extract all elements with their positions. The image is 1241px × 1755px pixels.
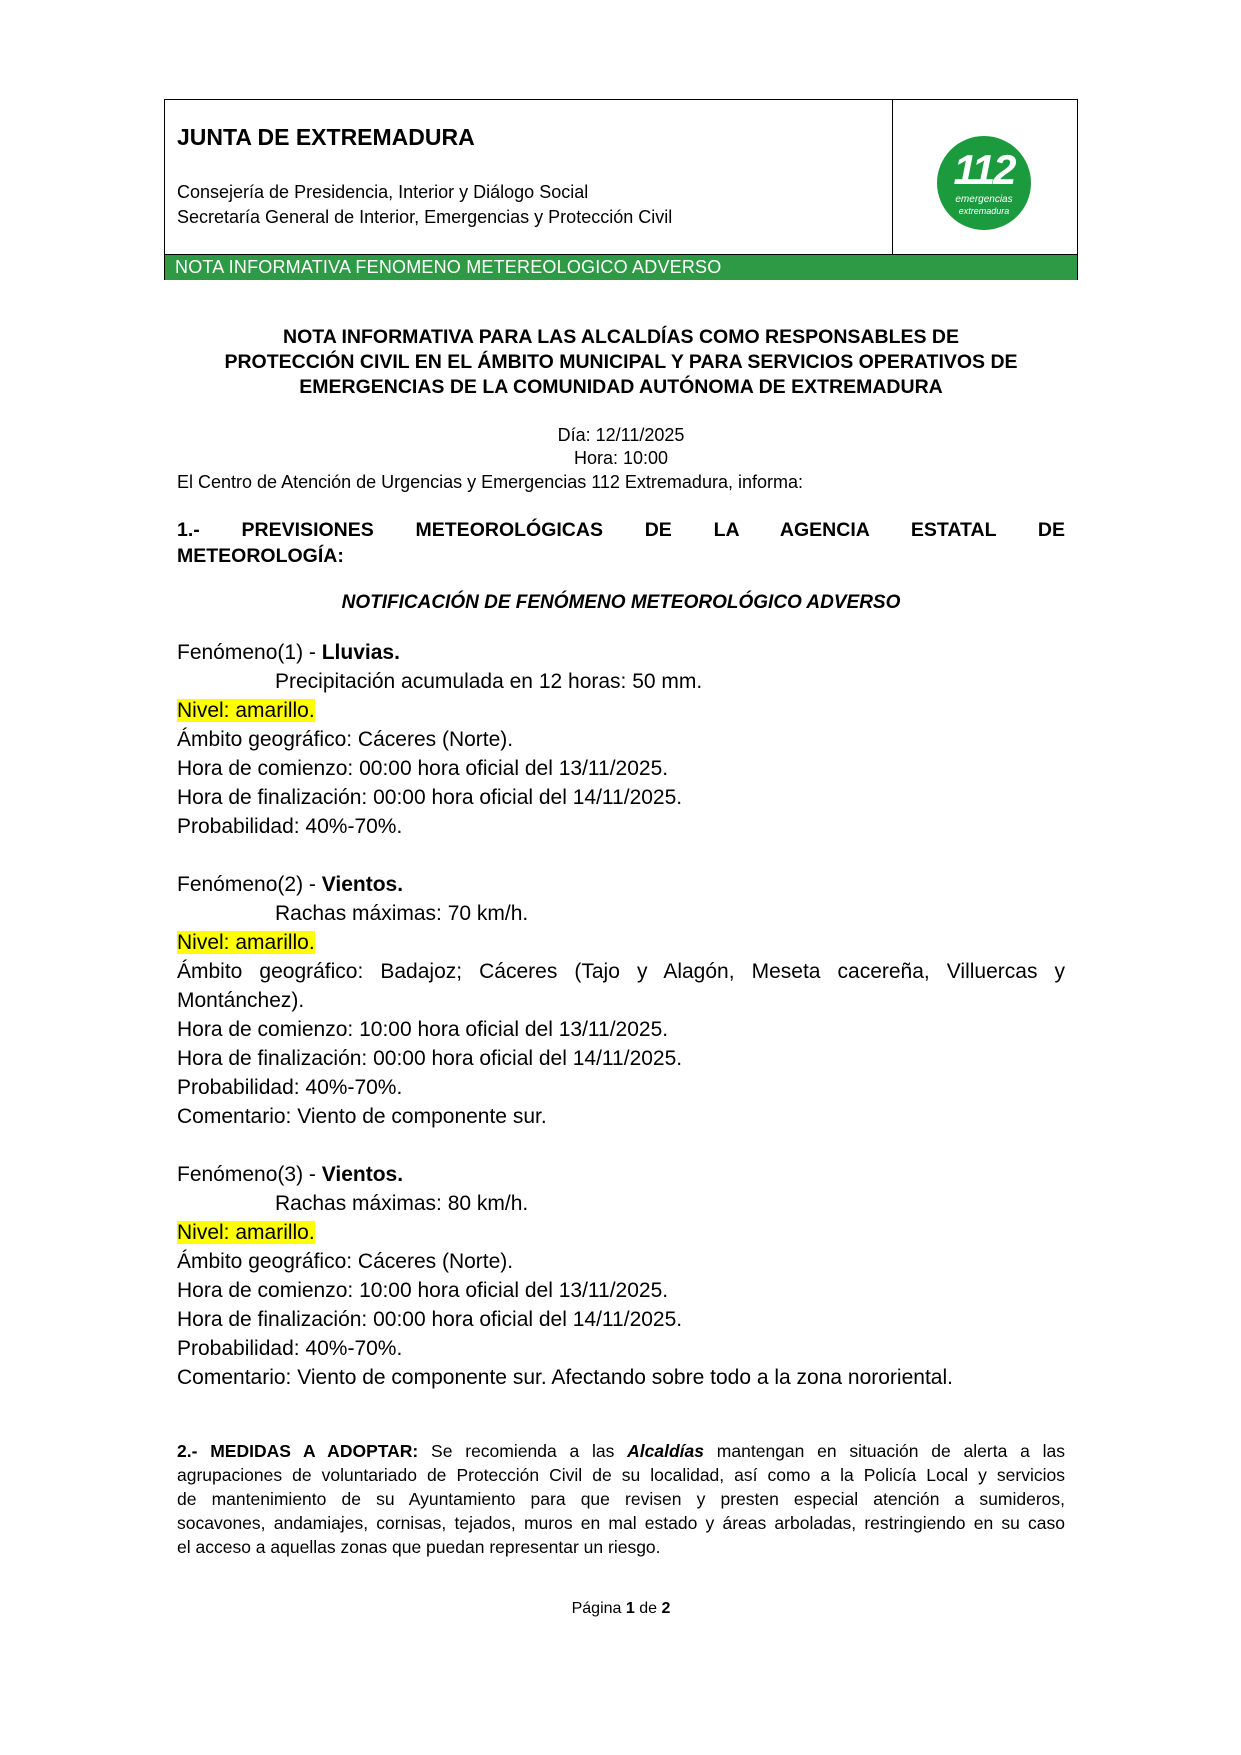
section-1-heading-cont: METEOROLOGÍA: xyxy=(177,545,344,567)
level-highlight: Nivel: amarillo. xyxy=(177,931,315,954)
section-2-line-5: el acceso a aquellas zonas que puedan representar un riesgo. xyxy=(177,1537,661,1557)
intro-text: El Centro de Atención de Urgencias y Emergencias 112 Extremadura, informa: xyxy=(177,472,803,492)
header-green-bar xyxy=(165,254,1077,280)
phenomenon-3-end: Hora de finalización: 00:00 hora oficial del 14/11/2025. xyxy=(177,1308,683,1331)
logo-text-1: emergencias xyxy=(955,194,1013,205)
page-of: de xyxy=(634,1600,662,1617)
phenomenon-3-level xyxy=(177,1221,315,1245)
phenomenon-1-level xyxy=(177,699,315,723)
title-line-2: PROTECCIÓN CIVIL EN EL ÁMBITO MUNICIPAL Y PARA SERVICIOS OPERATIVOS DE xyxy=(224,351,1018,373)
phenomenon-type: Lluvias. xyxy=(321,641,400,664)
phenomenon-type: Vientos. xyxy=(321,1163,404,1186)
header-bar-label: NOTA INFORMATIVA FENOMENO METEREOLOGICO ADVERSO xyxy=(175,257,722,277)
title-line-1: NOTA INFORMATIVA PARA LAS ALCALDÍAS COMO RESPONSABLES DE xyxy=(283,326,959,348)
phenomenon-1-heading xyxy=(177,641,400,665)
section-1-heading: 1.- PREVISIONES METEOROLÓGICAS DE LA AGENCIA ESTATAL DE xyxy=(177,519,1065,541)
phenomenon-3-area: Ámbito geográfico: Cáceres (Norte). xyxy=(177,1250,514,1273)
phenomenon-1-end: Hora de finalización: 00:00 hora oficial del 14/11/2025. xyxy=(177,786,683,809)
page-total: 2 xyxy=(661,1600,671,1617)
alcaldias-emphasis: Alcaldías xyxy=(627,1441,705,1461)
phenomenon-3-comment: Comentario: Viento de componente sur. Afectando sobre todo a la zona nororiental. xyxy=(177,1366,953,1389)
section-2-line-3: de mantenimiento de su Ayuntamiento para que revisen y presten especial atención a sumideros, xyxy=(177,1489,1065,1509)
phenomenon-2-probability: Probabilidad: 40%-70%. xyxy=(177,1076,403,1099)
phenomenon-2-start: Hora de comienzo: 10:00 hora oficial del 13/11/2025. xyxy=(177,1018,669,1041)
logo-number: 112 xyxy=(953,146,1015,193)
level-highlight: Nivel: amarillo. xyxy=(177,699,315,722)
header-text-cell xyxy=(165,100,893,254)
phenomenon-1-area: Ámbito geográfico: Cáceres (Norte). xyxy=(177,728,514,751)
phenomenon-2-heading xyxy=(177,873,403,897)
phenomenon-type: Vientos. xyxy=(321,873,404,896)
phenomenon-2-level xyxy=(177,931,315,955)
phenomenon-2-comment: Comentario: Viento de componente sur. xyxy=(177,1105,547,1128)
page-label: Página xyxy=(571,1600,626,1617)
phenomenon-3-detail: Rachas máximas: 80 km/h. xyxy=(275,1192,529,1215)
phenomenon-label: Fenómeno(1) - xyxy=(177,641,322,664)
section-2-line-1 xyxy=(177,1441,1065,1462)
header-logo-cell xyxy=(892,100,1078,254)
secretariat-line: Secretaría General de Interior, Emergencias y Protección Civil xyxy=(177,207,673,227)
phenomenon-3-probability: Probabilidad: 40%-70%. xyxy=(177,1337,403,1360)
emergencias-112-logo xyxy=(937,136,1031,230)
section-2-line-4: socavones, andamiajes, cornisas, tejados, muros en mal estado y áreas arboladas, restringiendo en su caso xyxy=(177,1513,1065,1533)
phenomenon-3-start: Hora de comienzo: 10:00 hora oficial del 13/11/2025. xyxy=(177,1279,669,1302)
logo-text-2: extremadura xyxy=(958,206,1010,216)
section-2-text: Se recomienda a las xyxy=(418,1441,628,1461)
phenomenon-1-probability: Probabilidad: 40%-70%. xyxy=(177,815,403,838)
phenomenon-1-detail: Precipitación acumulada en 12 horas: 50 mm. xyxy=(275,670,703,693)
phenomenon-2-area: Ámbito geográfico: Badajoz; Cáceres (Tajo y Alagón, Meseta cacereña, Villuercas y xyxy=(177,960,1065,983)
notification-title: NOTIFICACIÓN DE FENÓMENO METEOROLÓGICO ADVERSO xyxy=(341,592,901,613)
department-line: Consejería de Presidencia, Interior y Diálogo Social xyxy=(177,182,589,202)
phenomenon-2-end: Hora de finalización: 00:00 hora oficial del 14/11/2025. xyxy=(177,1047,683,1070)
page-current: 1 xyxy=(625,1600,635,1617)
document-header xyxy=(164,99,1078,280)
level-highlight: Nivel: amarillo. xyxy=(177,1221,315,1244)
time: Hora: 10:00 xyxy=(573,448,669,468)
section-2-line-2: agrupaciones de voluntariado de Protección Civil de su localidad, así como a la Policía Local y servicios xyxy=(177,1465,1065,1485)
organization-name: JUNTA DE EXTREMADURA xyxy=(177,124,475,150)
phenomenon-label: Fenómeno(2) - xyxy=(177,873,322,896)
date: Día: 12/11/2025 xyxy=(557,425,685,445)
phenomenon-label: Fenómeno(3) - xyxy=(177,1163,322,1186)
section-2-heading: 2.- MEDIDAS A ADOPTAR: xyxy=(177,1441,419,1461)
title-line-3: EMERGENCIAS DE LA COMUNIDAD AUTÓNOMA DE EXTREMADURA xyxy=(299,376,943,398)
phenomenon-3-heading xyxy=(177,1163,403,1187)
phenomenon-2-area-cont: Montánchez). xyxy=(177,989,305,1012)
phenomenon-1-start: Hora de comienzo: 00:00 hora oficial del 13/11/2025. xyxy=(177,757,669,780)
page-number xyxy=(164,1600,1078,1618)
section-2-text: mantengan en situación de alerta a las xyxy=(704,1441,1066,1461)
phenomenon-2-detail: Rachas máximas: 70 km/h. xyxy=(275,902,529,925)
